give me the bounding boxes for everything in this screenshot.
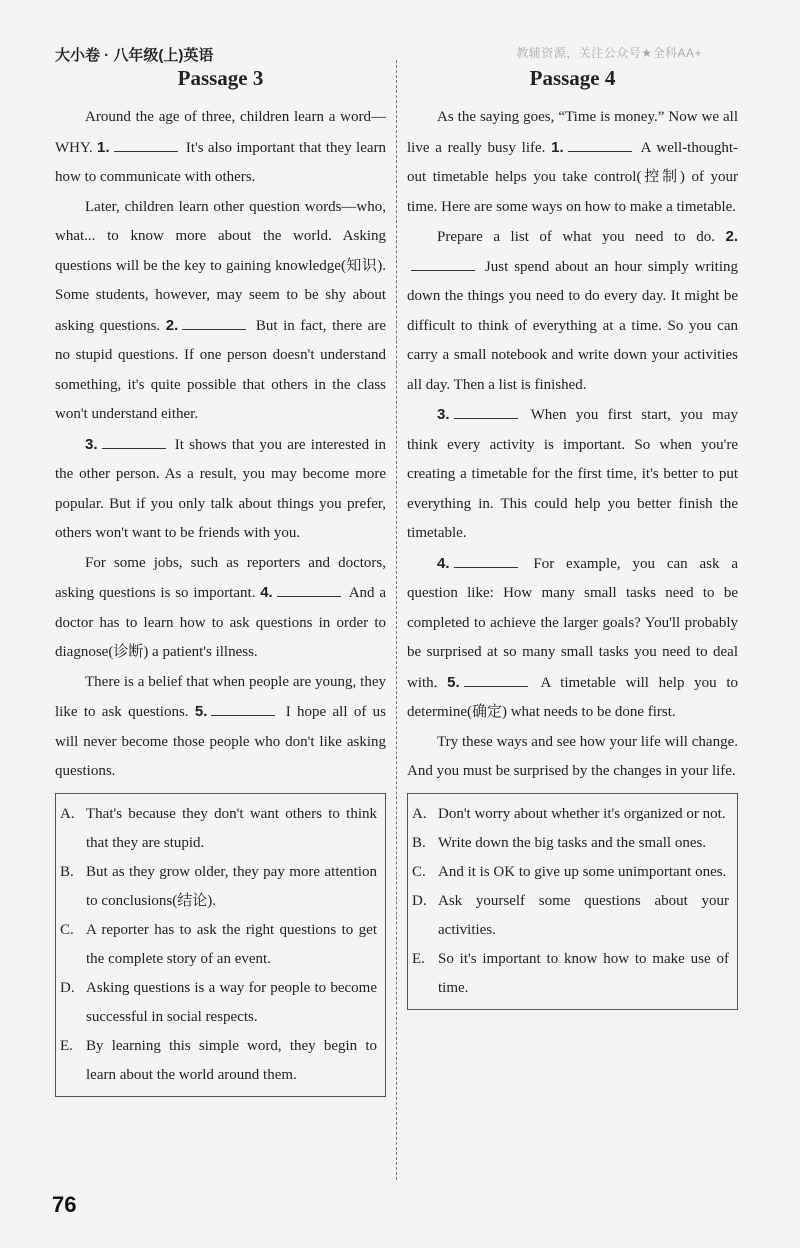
answer-blank[interactable]: [464, 672, 528, 687]
answer-blank[interactable]: [454, 553, 518, 568]
option-key: C.: [60, 921, 74, 938]
option-text: Ask yourself some questions about your activities.: [438, 892, 729, 938]
answer-blank[interactable]: [277, 582, 341, 597]
paragraph: There is a belief that when people are young, they like to ask questions. 5. I hope all of us will never become those people who don't like asking questions.: [55, 673, 386, 779]
option-key: D.: [412, 892, 427, 909]
option-text: So it's important to know how to make use of time.: [438, 950, 729, 996]
option-text: Asking questions is a way for people to become successful in social respects.: [86, 979, 377, 1025]
option-key: C.: [412, 863, 426, 880]
answer-blank[interactable]: [114, 137, 178, 152]
option-item: [58, 858, 377, 916]
option-item: [410, 858, 729, 887]
blank-number: 5.: [447, 673, 460, 691]
option-key: B.: [412, 834, 426, 851]
paragraph: Prepare a list of what you need to do. 2. Just spend about an hour simply writing down the things you need to do every day. It might be difficult to think of everything at a time. So you can carry a small notebook and write down your activities all day. Then a list is finished.: [407, 228, 738, 393]
blank-number: 3.: [85, 435, 98, 453]
option-key: D.: [60, 979, 75, 996]
paragraph: 3. It shows that you are interested in the other person. As a result, you may become more popular. But if you only talk about things you prefer, others won't want to be friends with you.: [55, 435, 386, 541]
option-text: By learning this simple word, they begin to learn about the world around them.: [86, 1037, 377, 1083]
option-key: A.: [60, 805, 75, 822]
blank-number: 4.: [437, 554, 450, 572]
paragraph: As the saying goes, “Time is money.” Now we all live a really busy life. 1. A well-thought-out timetable helps you take control(控制) of your time. Here are some ways on how to make a timetable.: [407, 109, 739, 215]
option-item: [410, 887, 729, 945]
option-item: [410, 829, 729, 858]
blank-number: 2.: [165, 316, 179, 334]
option-text: Write down the big tasks and the small ones.: [438, 834, 707, 851]
option-item: [58, 974, 377, 1032]
blank-number: 4.: [260, 584, 273, 601]
blank-number: 1.: [96, 138, 110, 156]
blank-number: 1.: [551, 138, 564, 156]
passage-3-title: Passage 3: [177, 66, 264, 90]
option-text: But as they grow older, they pay more attention to conclusions(结论).: [86, 863, 377, 909]
passage-3: [55, 62, 386, 1097]
passage-3-text: [55, 103, 386, 787]
option-item: [410, 800, 729, 829]
blank-number: 2.: [725, 228, 738, 245]
paragraph: 4. For example, you can ask a question like: How many small tasks need to be completed to achieve the larger goals? You'll probably be surprised at so many small tasks you need to deal with. 5. A timetable will help you to determine(确定) what needs to be done first.: [407, 554, 738, 720]
option-text: And it is OK to give up some unimportant ones.: [438, 863, 727, 880]
option-item: [410, 945, 729, 1003]
option-key: E.: [412, 950, 425, 967]
blank-number: 3.: [437, 406, 450, 423]
page-number: 76: [52, 1192, 77, 1217]
paragraph: Around the age of three, children learn a word—WHY. 1. It's also important that they learn how to communicate with others.: [55, 109, 387, 185]
option-item: [58, 916, 377, 974]
option-text: A reporter has to ask the right questions to get the complete story of an event.: [86, 921, 377, 967]
answer-blank[interactable]: [411, 256, 475, 271]
watermark-text: 教辅资源，关注公众号★全科AA+: [516, 46, 702, 60]
option-key: B.: [60, 863, 74, 880]
answer-blank[interactable]: [568, 137, 632, 152]
column-divider: [396, 60, 397, 1180]
option-key: A.: [412, 805, 427, 822]
paragraph: For some jobs, such as reporters and doctors, asking questions is so important. 4. And a doctor has to learn how to ask questions in order to diagnose(诊断) a patient's illness.: [55, 554, 386, 660]
passage-4: [407, 62, 738, 1010]
blank-number: 5.: [194, 703, 208, 720]
option-text: That's because they don't want others to think that they are stupid.: [86, 805, 377, 851]
option-key: E.: [60, 1037, 73, 1054]
answer-blank[interactable]: [211, 701, 275, 716]
passage-3-options: [55, 793, 386, 1097]
paragraph: Try these ways and see how your life will change. And you must be surprised by the changes in your life.: [407, 733, 738, 779]
answer-blank[interactable]: [102, 434, 166, 449]
book-title: 大小卷 · 八年级(上)英语: [55, 47, 214, 64]
option-text: Don't worry about whether it's organized or not.: [438, 805, 726, 822]
passage-4-options: [407, 793, 738, 1010]
paragraph: 3. When you first start, you may think every activity is important. So when you're creating a timetable for the first time, it's better to put everything in. This could help you better finish the timetable.: [407, 406, 738, 541]
paragraph: Later, children learn other question words—who, what... to know more about the world. Asking questions will be the key to gaining knowledge(知识). Some students, however, may seem to be shy about asking questions. 2. But in fact, there are no stupid questions. If one person doesn't understand something, it's quite possible that others in the class won't understand either.: [55, 198, 386, 422]
option-item: [58, 1032, 377, 1090]
answer-blank[interactable]: [454, 404, 518, 419]
passage-4-title: Passage 4: [529, 66, 616, 90]
option-item: [58, 800, 377, 858]
passage-4-text: [407, 103, 738, 787]
answer-blank[interactable]: [182, 315, 246, 330]
